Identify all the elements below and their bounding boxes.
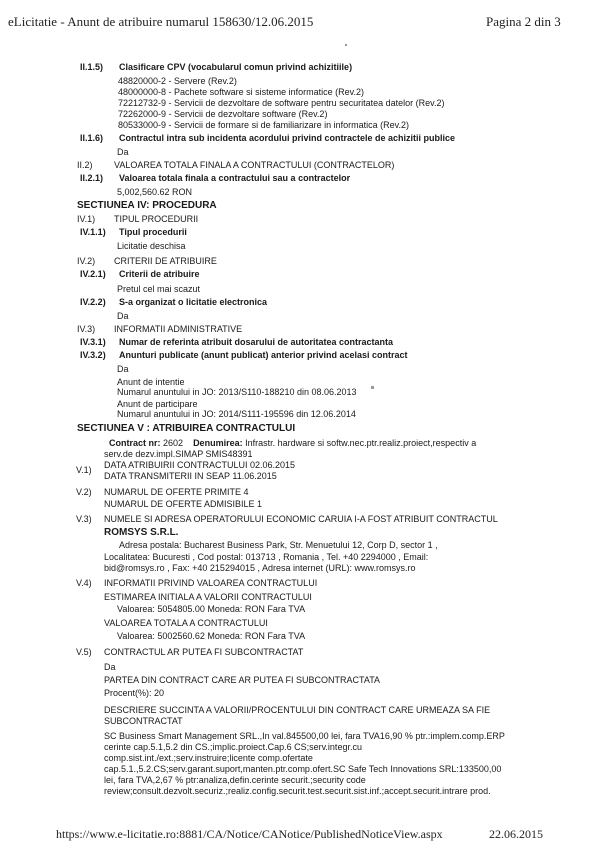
final-value-heading: VALOAREA TOTALA A CONTRACTULUI (104, 618, 268, 628)
section-num: V.5) (76, 647, 92, 657)
subcontract-text-line: cap.5.1.,5.2.CS;serv.garant.suport,manten.ptr.comp.ofert.SC Safe Tech Innovations SRL:133500,00 (104, 764, 502, 774)
section-heading: S-a organizat o licitatie electronica (119, 297, 268, 307)
transmission-date: DATA TRANSMITERII IN SEAP 11.06.2015 (104, 471, 277, 481)
company-locality: Localitatea: Bucuresti , Cod postal: 013713 , Romania , Tel. +40 2294000 , Email: (104, 552, 429, 562)
offers-received: NUMARUL DE OFERTE PRIMITE 4 (104, 487, 249, 497)
subcontract-text-line: lei, fara TVA,2,67 % ptr:analiza,defin.cerinte securit.;security code (104, 775, 366, 785)
section-heading: VALOAREA TOTALA FINALA A CONTRACTULUI (CONTRACTELOR) (114, 160, 395, 170)
section-num: IV.2) (77, 256, 96, 266)
section-heading: INFORMATII PRIVIND VALOAREA CONTRACTULUI (104, 578, 318, 588)
cpv-code: 48000000-8 - Pachete software si sisteme informatice (Rev.2) (118, 87, 364, 97)
subcontract-text-line: SC Business Smart Management SRL.,In val.845500,00 lei, fara TVA16,90 % ptr.:implem.comp.ERP (104, 731, 505, 741)
section-heading: INFORMATII ADMINISTRATIVE (114, 324, 243, 334)
subcontract-text-line: cerinte cap.5.1,5.2 din CS.;implic.proiect.Cap.6 CS;serv.integr.cu (104, 742, 362, 752)
section-heading: NUMELE SI ADRESA OPERATORULUI ECONOMIC CARUIA I-A FOST ATRIBUIT CONTRACTUL (104, 514, 498, 524)
section-heading: Tipul procedurii (119, 227, 187, 237)
field-value: Da (117, 147, 129, 157)
contract-nr-label: Contract nr: (109, 438, 161, 448)
field-value: Licitatie deschisa (117, 241, 186, 251)
page-number: Pagina 2 din 3 (486, 14, 561, 29)
cpv-code: 80533000-9 - Servicii de formare si de familiarizare in informatica (Rev.2) (118, 120, 409, 130)
contract-line (109, 438, 476, 449)
company-name: ROMSYS S.R.L. (104, 527, 179, 538)
section-heading: CRITERII DE ATRIBUIRE (114, 256, 217, 266)
field-value: Da (117, 364, 129, 374)
section-num: V.2) (76, 487, 92, 497)
total-value: 5,002,560.62 RON (117, 187, 193, 197)
subcontract-part: PARTEA DIN CONTRACT CARE AR PUTEA FI SUBCONTRACTATA (104, 675, 381, 685)
section-num: II.2.1) (80, 173, 104, 183)
estimate-heading: ESTIMAREA INITIALA A VALORII CONTRACTULUI (104, 592, 312, 602)
section-num: V.1) (76, 465, 92, 475)
notice-type: Anunt de participare (117, 399, 198, 409)
document-title: eLicitatie - Anunt de atribuire numarul 158630/12.06.2015 (8, 14, 314, 29)
section-heading: TIPUL PROCEDURII (114, 214, 199, 224)
section-heading: Contractul intra sub incidenta acordului privind contractele de achizitii publice (119, 133, 456, 143)
section-num: IV.3.2) (80, 350, 106, 360)
notice-reference: Numarul anuntului in JO: 2014/S111-195596 din 12.06.2014 (117, 409, 356, 419)
section-heading: Anunturi publicate (anunt publicat) anterior privind acelasi contract (119, 350, 408, 360)
section-num: V.3) (76, 514, 92, 524)
subcontract-percent: Procent(%): 20 (104, 688, 165, 698)
footer-url: https://www.e-licitatie.ro:8881/CA/Notice/CANotice/PublishedNoticeView.aspx (56, 827, 443, 841)
cpv-code: 72262000-9 - Servicii de dezvoltare software (Rev.2) (118, 109, 328, 119)
section-heading: Valoarea totala finala a contractului sau a contractelor (119, 173, 351, 183)
section-num: II.2) (77, 160, 93, 170)
award-date: DATA ATRIBUIRII CONTRACTULUI 02.06.2015 (104, 460, 296, 470)
subcontract-text-line: review;consult.dezvolt.securiz.;realiz.config.securit.test.securit.sist.inf.;accept.securit.intrare prod. (104, 786, 491, 796)
cpv-code: 72212732-9 - Servicii de dezvoltare de software pentru securitatea datelor (Rev.2) (118, 98, 445, 108)
section-num: II.1.5) (80, 62, 104, 72)
section-num: IV.2.1) (80, 269, 106, 279)
section-num: IV.1.1) (80, 227, 106, 237)
denumirea-label: Denumirea: (193, 438, 243, 448)
section-heading: CONTRACTUL AR PUTEA FI SUBCONTRACTAT (104, 647, 304, 657)
subcontract-desc-heading: DESCRIERE SUCCINTA A VALORII/PROCENTULUI DIN CONTRACT CARE URMEAZA SA FIE (104, 705, 491, 715)
contract-nr-value: 2602 (163, 438, 184, 448)
cpv-code: 48820000-2 - Servere (Rev.2) (118, 76, 237, 86)
section-heading: Numar de referinta atribuit dosarului de autoritatea contractanta (119, 337, 394, 347)
section-num: IV.2.2) (80, 297, 106, 307)
scan-speck (345, 44, 347, 46)
company-contact: bid@romsys.ro , Fax: +40 215294015 , Adresa internet (URL): www.romsys.ro (104, 563, 416, 573)
section-title: SECTIUNEA IV: PROCEDURA (77, 200, 217, 211)
scan-speck (371, 386, 374, 389)
field-value: Da (117, 311, 129, 321)
final-value: Valoarea: 5002560.62 Moneda: RON Fara TVA (117, 631, 306, 641)
section-num: IV.1) (77, 214, 96, 224)
section-num: IV.3.1) (80, 337, 106, 347)
section-heading: Clasificare CPV (vocabularul comun privind achizitiile) (119, 62, 353, 72)
section-title: SECTIUNEA V : ATRIBUIREA CONTRACTULUI (77, 423, 296, 434)
section-num: II.1.6) (80, 133, 104, 143)
section-num: IV.3) (77, 324, 96, 334)
section-heading: Criterii de atribuire (119, 269, 200, 279)
offers-admissible: NUMARUL DE OFERTE ADMISIBILE 1 (104, 499, 263, 509)
estimate-value: Valoarea: 5054805.00 Moneda: RON Fara TVA (117, 604, 306, 614)
notice-type: Anunt de intentie (117, 377, 185, 387)
section-num: V.4) (76, 578, 92, 588)
field-value: Pretul cel mai scazut (117, 284, 201, 294)
denumirea-value: Infrastr. hardware si softw.nec.ptr.realiz.proiect,respectiv a (245, 438, 477, 448)
company-address: Adresa postala: Bucharest Business Park, Str. Menuetului 12, Corp D, sector 1 , (119, 540, 438, 550)
footer-date: 22.06.2015 (489, 827, 543, 841)
notice-reference: Numarul anuntului in JO: 2013/S110-188210 din 08.06.2013 (117, 387, 357, 397)
subcontract-text-line: comp.sist.int./ext.;serv.instruire;licente comp.ofertate (104, 753, 313, 763)
denumirea-value-cont: serv.de dezv.impl.SIMAP SMIS48391 (104, 449, 253, 459)
field-value: Da (104, 662, 116, 672)
subcontract-desc-heading: SUBCONTRACTAT (104, 716, 183, 726)
